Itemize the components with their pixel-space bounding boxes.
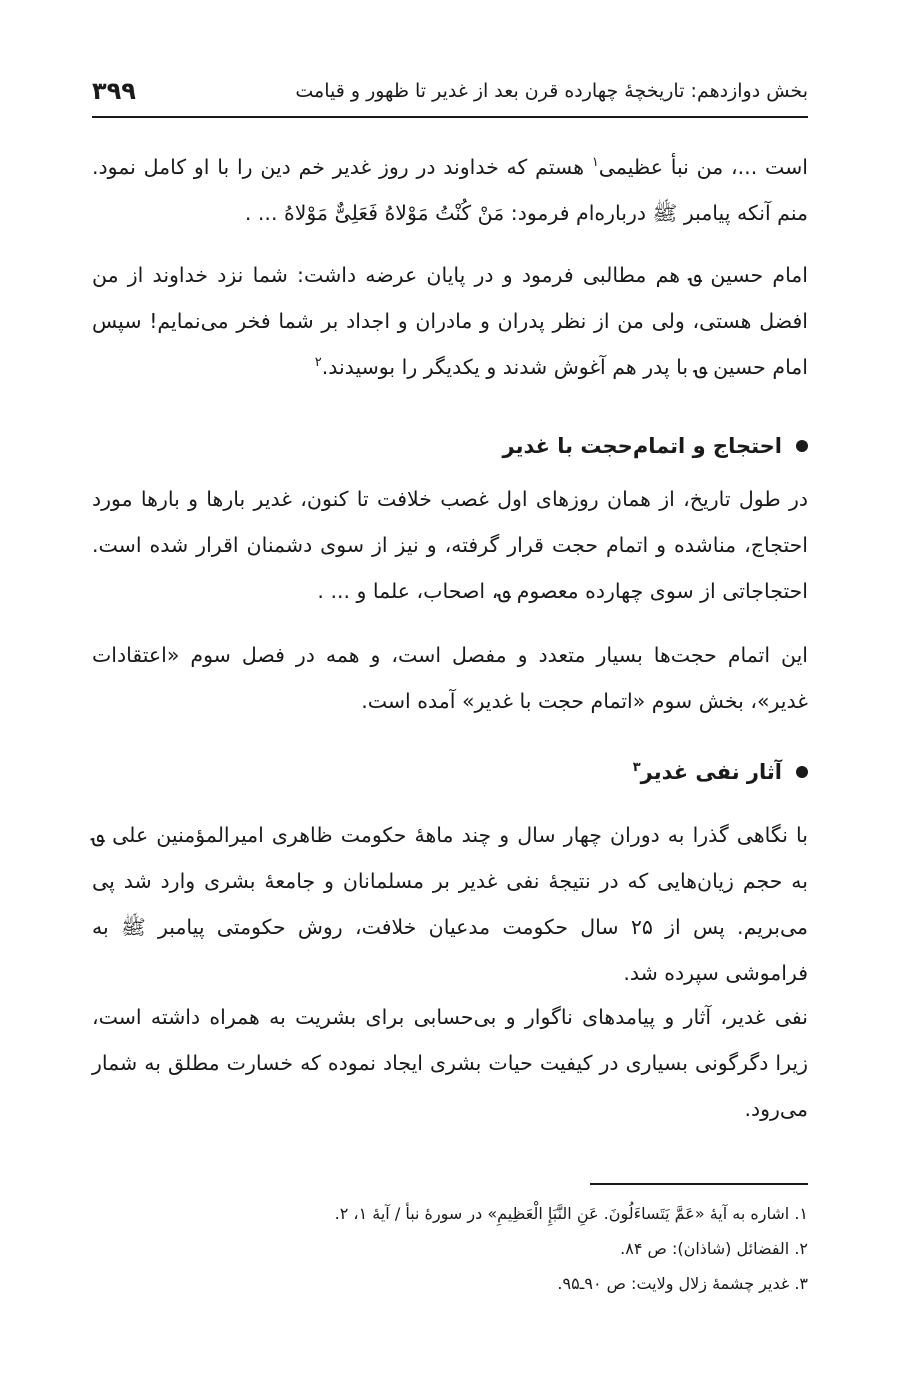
paragraph-2-text: امام حسین ؈ هم مطالبی فرمود و در پایان عرضه داشت: شما نزد خداوند از من افضل هستی، ولی من از نظر پدران و مادران و اجداد بر شما فخر می‌نمایم! سپس امام حسین ؈ با پدر هم آغوش شدند و یکدیگر را بوسیدند. <box>92 263 808 379</box>
footnote-ref-2: ۲ <box>314 355 322 371</box>
paragraph-3-text: در طول تاریخ، از همان روزهای اول غصب خلافت تا کنون، غدیر بارها و بارها مورد احتجاج، مناشده و اتمام حجت قرار گرفته، و نیز از سوی دشمنان اقرار شده است. احتجاجاتی از سوی چهارده معصوم ؈، اصحاب، علما و ... . <box>92 487 808 603</box>
paragraph-6 <box>92 994 808 1132</box>
paragraph-4 <box>92 632 808 724</box>
footnote-ref-1: ۱ <box>591 155 599 171</box>
paragraph-1 <box>92 144 808 236</box>
footnote-2: ۲. الفضائل (شاذان): ص ۸۴. <box>620 1239 808 1258</box>
section-heading-2 <box>633 760 808 784</box>
paragraph-1-text-a: است ...، من نبأ عظیمی <box>598 155 808 179</box>
footnotes <box>92 1196 808 1301</box>
footnote-divider <box>590 1183 808 1185</box>
paragraph-2 <box>92 252 808 390</box>
paragraph-5 <box>92 812 808 996</box>
footnote-3: ۳. غدیر چشمۀ زلال ولایت: ص ۹۰ـ۹۵. <box>557 1274 808 1293</box>
bullet-icon <box>796 766 808 778</box>
footnote-1: ۱. اشاره به آیۀ «عَمَّ یَتَساءَلُونَ. عَنِ النَّبَإِ الْعَظِیمِ» در سورۀ نبأ / آیۀ ۱، ۲. <box>334 1204 808 1223</box>
page-number: ۳۹۹ <box>92 77 136 105</box>
section-heading-1-text: احتجاج و اتمام‌حجت با غدیر <box>502 434 782 458</box>
section-heading-1 <box>503 434 809 458</box>
paragraph-4-text: این اتمام حجت‌ها بسیار متعدد و مفصل است، و همه در فصل سوم «اعتقادات غدیر»، بخش سوم «اتمام حجت با غدیر» آمده است. <box>92 643 808 713</box>
paragraph-6-text: نفی غدیر، آثار و پیامدهای ناگوار و بی‌حسابی برای بشریت به همراه داشته است، زیرا دگرگونی بسیاری در کیفیت حیات بشری ایجاد نموده که خسارت مطلق به شمار می‌رود. <box>92 1005 808 1121</box>
bullet-icon <box>796 440 808 452</box>
paragraph-1-text-b: هستم که خداوند در روز غدیر خم دین را با او کامل نمود. منم آنکه پیامبر ﷺ درباره‌ام فرمود: مَنْ کُنْتُ مَوْلاهُ فَعَلِیٌّ مَوْلاهُ ... . <box>92 155 808 225</box>
running-title: بخش دوازدهم: تاریخچۀ چهارده قرن بعد از غدیر تا ظهور و قیامت <box>295 80 808 102</box>
page-header <box>92 66 808 118</box>
paragraph-5-text: با نگاهی گذرا به دوران چهار سال و چند ماهۀ حکومت ظاهری امیرالمؤمنین علی ؈ به حجم زیان‌هایی که در نتیجۀ نفی غدیر بر مسلمانان و جامعۀ بشری وارد شد پی می‌بریم. پس از ۲۵ سال حکومت مدعیان خلافت، روش حکومتی پیامبر ﷺ به فراموشی سپرده شد. <box>92 823 809 985</box>
footnote-ref-3: ۳ <box>632 760 641 775</box>
paragraph-3 <box>92 476 808 614</box>
section-heading-2-text: آثار نفی غدیر <box>640 760 782 784</box>
